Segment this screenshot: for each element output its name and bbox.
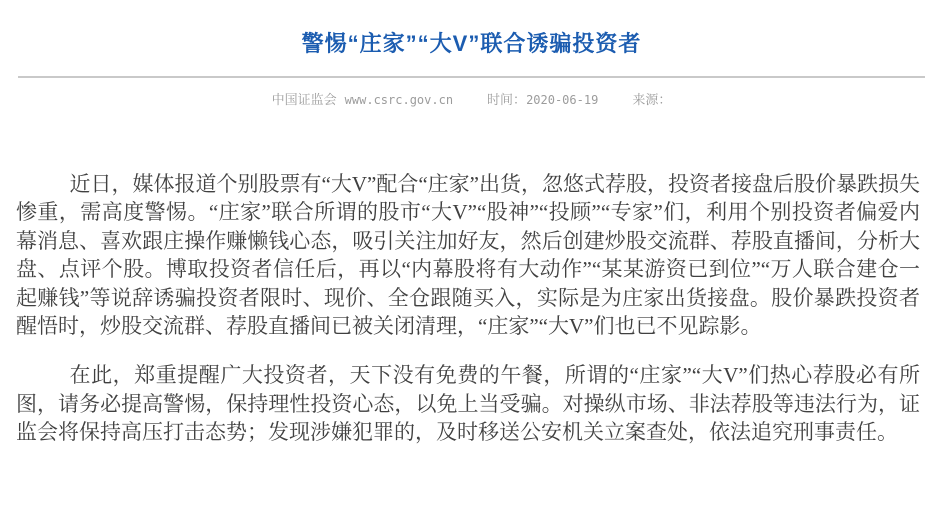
article-body <box>0 170 943 447</box>
title-divider <box>18 76 925 78</box>
article-meta <box>0 89 943 108</box>
meta-time-label: 时间： <box>487 92 527 107</box>
meta-date: 2020-06-19 <box>526 93 599 107</box>
meta-site-url: www.csrc.gov.cn <box>344 93 454 107</box>
article-paragraph: 在此，郑重提醒广大投资者，天下没有免费的午餐，所谓的“庄家”“大V”们热心荐股必有所图，请务必提高警惕，保持理性投资心态，以免上当受骗。对操纵市场、非法荐股等违法行为，证监会将保持高压打击态势；发现涉嫌犯罪的，及时移送公安机关立案查处，依法追究刑事责任。 <box>16 363 920 445</box>
meta-source-label: 来源： <box>632 92 672 107</box>
meta-site-name: 中国证监会 <box>271 92 337 107</box>
page-title: 警惕“庄家”“大V”联合诱骗投资者 <box>301 31 642 56</box>
article-paragraph: 近日，媒体报道个别股票有“大V”配合“庄家”出货，忽悠式荐股，投资者接盘后股价暴跌损失惨重，需高度警惕。“庄家”联合所谓的股市“大V”“股神”“投顾”“专家”们，利用个别投资者偏爱内幕消息、喜欢跟庄操作赚懒钱心态，吸引关注加好友，然后创建炒股交流群、荐股直播间，分析大盘、点评个股。博取投资者信任后，再以“内幕股将有大动作”“某某游资已到位”“万人联合建仓一起赚钱”等说辞诱骗投资者限时、现价、全仓跟随买入，实际是为庄家出货接盘。股价暴跌投资者醒悟时，炒股交流群、荐股直播间已被关闭清理，“庄家”“大V”们也已不见踪影。 <box>16 172 920 339</box>
